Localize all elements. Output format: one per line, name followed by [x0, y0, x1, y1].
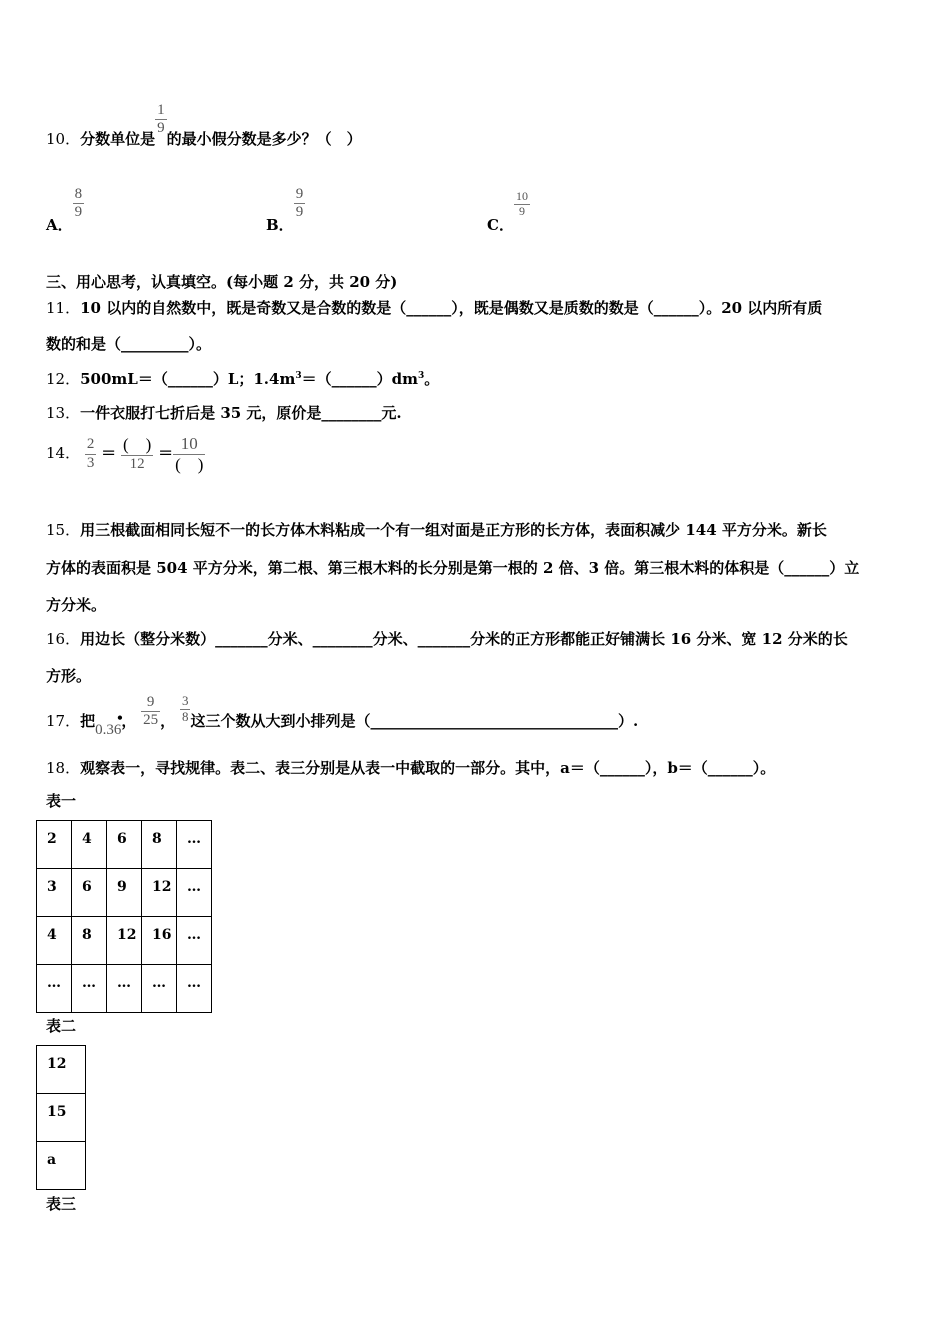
table1-label: 表一: [46, 792, 77, 810]
q17-frac-2: $\frac{3}{8}$: [181, 693, 189, 724]
q10-number: 10．: [46, 130, 81, 148]
q12-line: 12．500mL＝（______）L；$1.4m^3=(\_\_\_\_\_\_)dm^3$。: [46, 370, 440, 388]
section-heading: 三、用心思考，认真填空。(每小题 2 分，共 20 分): [46, 273, 398, 291]
q14-line: 14． $\frac{2}{3}$ ＝ $\frac{( )}{12}$ ＝ $\frac{10}{( )}$: [46, 434, 204, 474]
table-cell: …: [72, 965, 107, 1013]
table-cell: 3: [37, 869, 72, 917]
table-cell: …: [37, 965, 72, 1013]
q14-frac-2: $\frac{( )}{12}$: [122, 435, 152, 472]
option-b-fraction: $\frac{9}{9}$: [295, 186, 304, 221]
q15-line2: 方体的表面积是 504 平方分米，第二根、第三根木料的长分别是第一根的 2 倍、3 倍。第三根木料的体积是（______）立: [46, 559, 860, 577]
q10-option-c[interactable]: C． $\frac{10}{9}$: [487, 189, 528, 234]
q14-frac-3: $\frac{10}{( )}$: [175, 434, 204, 474]
q17-repeating-decimal: 0.36 •: [95, 710, 123, 738]
q15-line3: 方分米。: [46, 596, 107, 614]
table-cell: a: [37, 1142, 86, 1190]
table-cell: 8: [142, 821, 177, 869]
q15-line1: 15．用三根截面相同长短不一的长方体木料粘成一个有一组对面是正方形的长方体，表面积减少 144 平方分米。新长: [46, 521, 827, 539]
table-cell: 4: [37, 917, 72, 965]
q17-frac-1: $\frac{9}{25}$: [143, 694, 159, 729]
table-cell: 15: [37, 1094, 86, 1142]
table-1: [36, 820, 212, 1013]
table-cell: …: [177, 917, 212, 965]
table-cell: …: [177, 821, 212, 869]
q17-line: 17．把0.36 • ， $\frac{9}{25}$ ， $\frac{3}{8}$ 这三个数从大到小排列是（_________________________________）.: [46, 693, 639, 738]
table-cell: …: [142, 965, 177, 1013]
q18-line: 18．观察表一，寻找规律。表二、表三分别是从表一中截取的一部分。其中，a＝（______），b＝（______）。: [46, 759, 776, 777]
table-cell: 6: [107, 821, 142, 869]
option-c-fraction: $\frac{10}{9}$: [515, 189, 528, 218]
table-row: [37, 1094, 86, 1142]
table-row: [37, 1046, 86, 1094]
table-row: [37, 821, 212, 869]
table-row: [37, 869, 212, 917]
table-row: [37, 1142, 86, 1190]
option-a-fraction: $\frac{8}{9}$: [74, 186, 83, 221]
table-cell: 12: [107, 917, 142, 965]
table-cell: 4: [72, 821, 107, 869]
table-cell: 12: [142, 869, 177, 917]
q16-line1: 16．用边长（整分米数）_______分米、________分米、_______分米的正方形都能正好铺满长 16 分米、宽 12 分米的长: [46, 630, 848, 648]
table-row: [37, 917, 212, 965]
q14-frac-1: $\frac{2}{3}$: [86, 436, 95, 471]
table-cell: …: [107, 965, 142, 1013]
q11-line1: 11．10 以内的自然数中，既是奇数又是合数的数是（______），既是偶数又是质数的数是（______）。20 以内所有质: [46, 299, 823, 317]
q13-line: 13．一件衣服打七折后是 35 元，原价是________元.: [46, 404, 402, 422]
q10-option-b[interactable]: B． $\frac{9}{9}$: [266, 186, 304, 234]
table3-label: 表三: [46, 1195, 77, 1213]
q16-line2: 方形。: [46, 667, 92, 685]
table-cell: …: [177, 965, 212, 1013]
table-cell: 6: [72, 869, 107, 917]
table-cell: …: [177, 869, 212, 917]
table-cell: 16: [142, 917, 177, 965]
q10-line: [46, 102, 362, 148]
table-cell: 9: [107, 869, 142, 917]
table-cell: 2: [37, 821, 72, 869]
table-2: [36, 1045, 86, 1190]
q10-fraction: $\frac{1}{9}$: [157, 102, 165, 137]
q10-text-b: 的最小假分数是多少？（ ）: [166, 130, 362, 148]
table-cell: 12: [37, 1046, 86, 1094]
table2-label: 表二: [46, 1017, 77, 1035]
table-row: [37, 965, 212, 1013]
q10-text-a: 分数单位是: [80, 130, 156, 148]
table-cell: 8: [72, 917, 107, 965]
q11-line2: 数的和是（_________）。: [46, 335, 212, 353]
q10-option-a[interactable]: A． $\frac{8}{9}$: [46, 186, 83, 234]
